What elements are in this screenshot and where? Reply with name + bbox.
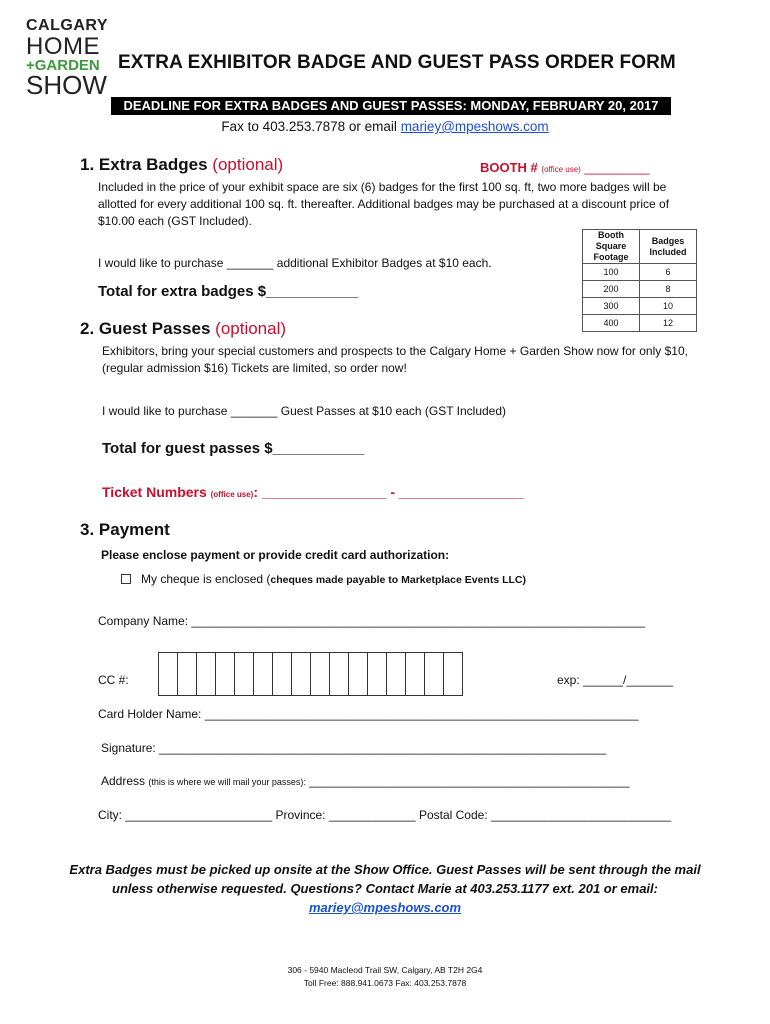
footnote-line-1: Extra Badges must be picked up onsite at the Show Office. Guest Passes will be sent through the mail [69,862,701,877]
table-cell: 6 [640,264,697,281]
booth-number-field[interactable] [480,160,650,175]
city-province-postal-field[interactable]: City: ______________________ Province: _____________ Postal Code: ___________________________ [98,808,672,822]
badges-total-line[interactable]: Total for extra badges $___________ [98,283,358,300]
table-cell: 8 [640,281,697,298]
section2-heading [80,319,286,339]
guest-passes-purchase-line[interactable]: I would like to purchase _______ Guest Passes at $10 each (GST Included) [102,404,507,418]
table-cell: 10 [640,298,697,315]
cc-label: CC #: [98,673,129,687]
address-blank: ________________________________________________ [305,774,630,788]
cc-digit-box[interactable] [424,652,444,696]
cc-digit-box[interactable] [234,652,254,696]
table-cell: 300 [583,298,640,315]
ticket-numbers-blanks: : ________________ - ________________ [253,484,524,500]
cc-digit-box[interactable] [253,652,273,696]
footer-address: 306 - 5940 Macleod Trail SW, Calgary, AB T2H 2G4 [287,965,483,975]
logo-line-home: HOME [26,33,100,60]
ticket-numbers-label: Ticket Numbers [102,484,207,500]
cc-digit-box[interactable] [196,652,216,696]
section2-title: 2. Guest Passes [80,319,211,338]
contact-email-link[interactable]: mariey@mpeshows.com [400,119,549,134]
cc-digit-box[interactable] [177,652,197,696]
address-field[interactable] [101,774,630,788]
guest-passes-total-line[interactable]: Total for guest passes $___________ [102,440,365,457]
table-row [583,264,697,281]
footnote-email-link[interactable]: mariey@mpeshows.com [308,900,462,915]
table-row [583,281,697,298]
badges-purchase-line[interactable]: I would like to purchase _______ additional Exhibitor Badges at $10 each. [98,256,492,270]
contact-line [0,119,770,134]
cc-digit-box[interactable] [348,652,368,696]
cc-digit-box[interactable] [158,652,178,696]
section1-title: 1. Extra Badges [80,155,208,174]
cc-digit-box[interactable] [443,652,463,696]
badge-allotment-table [582,229,697,332]
cheque-checkbox[interactable] [121,574,131,584]
table-cell: 12 [640,315,697,332]
cc-digit-box[interactable] [329,652,349,696]
payment-instruction: Please enclose payment or provide credit card authorization: [101,548,450,562]
table-cell: 400 [583,315,640,332]
logo-line-show: SHOW [26,70,107,100]
section2-description: Exhibitors, bring your special customers and prospects to the Calgary Home + Garden Show now for only $10, (regular admission $16) Tickets are limited, so order now! [102,344,688,375]
cc-digit-box[interactable] [386,652,406,696]
section2-optional: (optional) [215,319,287,338]
expiry-field[interactable]: exp: ______/_______ [557,673,674,687]
table-row [583,315,697,332]
card-holder-field[interactable]: Card Holder Name: _________________________________________________________________ [98,707,639,721]
booth-office-use: (office use) [541,165,581,174]
cheque-option[interactable] [121,572,526,586]
table-row [583,298,697,315]
cc-digit-box[interactable] [367,652,387,696]
cc-digit-box[interactable] [310,652,330,696]
cc-digit-box[interactable] [215,652,235,696]
table-cell: 100 [583,264,640,281]
section3-heading: 3. Payment [80,520,170,539]
company-name-field[interactable]: Company Name: ____________________________________________________________________ [98,614,646,628]
section1-description: Included in the price of your exhibit space are six (6) badges for the first 100 sq. ft, two more badges will be allotted for every additional 100 sq. ft. thereafter. Additional badges may be purchased at a discount price of $10.00 each (GST Included). [98,180,670,228]
booth-blank: _________ [584,160,650,175]
logo-line-calgary: CALGARY [26,17,109,34]
footnote-line-2: unless otherwise requested. Questions? Contact Marie at 403.253.1177 ext. 201 or email: [112,881,658,896]
address-label: Address [101,774,149,788]
logo-line-garden: +GARDEN [26,57,100,74]
cc-digit-box[interactable] [272,652,292,696]
show-logo [26,17,109,100]
cc-number-boxes[interactable] [158,652,462,696]
booth-label: BOOTH # [480,160,538,175]
cc-digit-box[interactable] [291,652,311,696]
address-note: (this is where we will mail your passes): [148,777,306,787]
table-cell: 200 [583,281,640,298]
cheque-note: cheques made payable to Marketplace Events LLC) [270,574,526,586]
footer-phones: Toll Free: 888.941.0673 Fax: 403.253.7878 [303,978,467,988]
table-header-badges: Badges Included [640,230,697,264]
form-title: EXTRA EXHIBITOR BADGE AND GUEST PASS ORDER FORM [118,52,676,73]
ticket-office-use: (office use) [210,490,254,499]
cc-digit-box[interactable] [405,652,425,696]
cheque-label: My cheque is enclosed ( [141,572,271,586]
section1-optional: (optional) [212,155,284,174]
section1-heading [80,155,283,175]
signature-field[interactable]: Signature: ___________________________________________________________________ [101,741,607,755]
ticket-numbers-field[interactable] [102,484,524,500]
fax-text: Fax to 403.253.7878 or email [221,119,401,134]
table-header-footage: Booth Square Footage [583,230,640,264]
deadline-banner: DEADLINE FOR EXTRA BADGES AND GUEST PASSES: MONDAY, FEBRUARY 20, 2017 [111,97,671,115]
